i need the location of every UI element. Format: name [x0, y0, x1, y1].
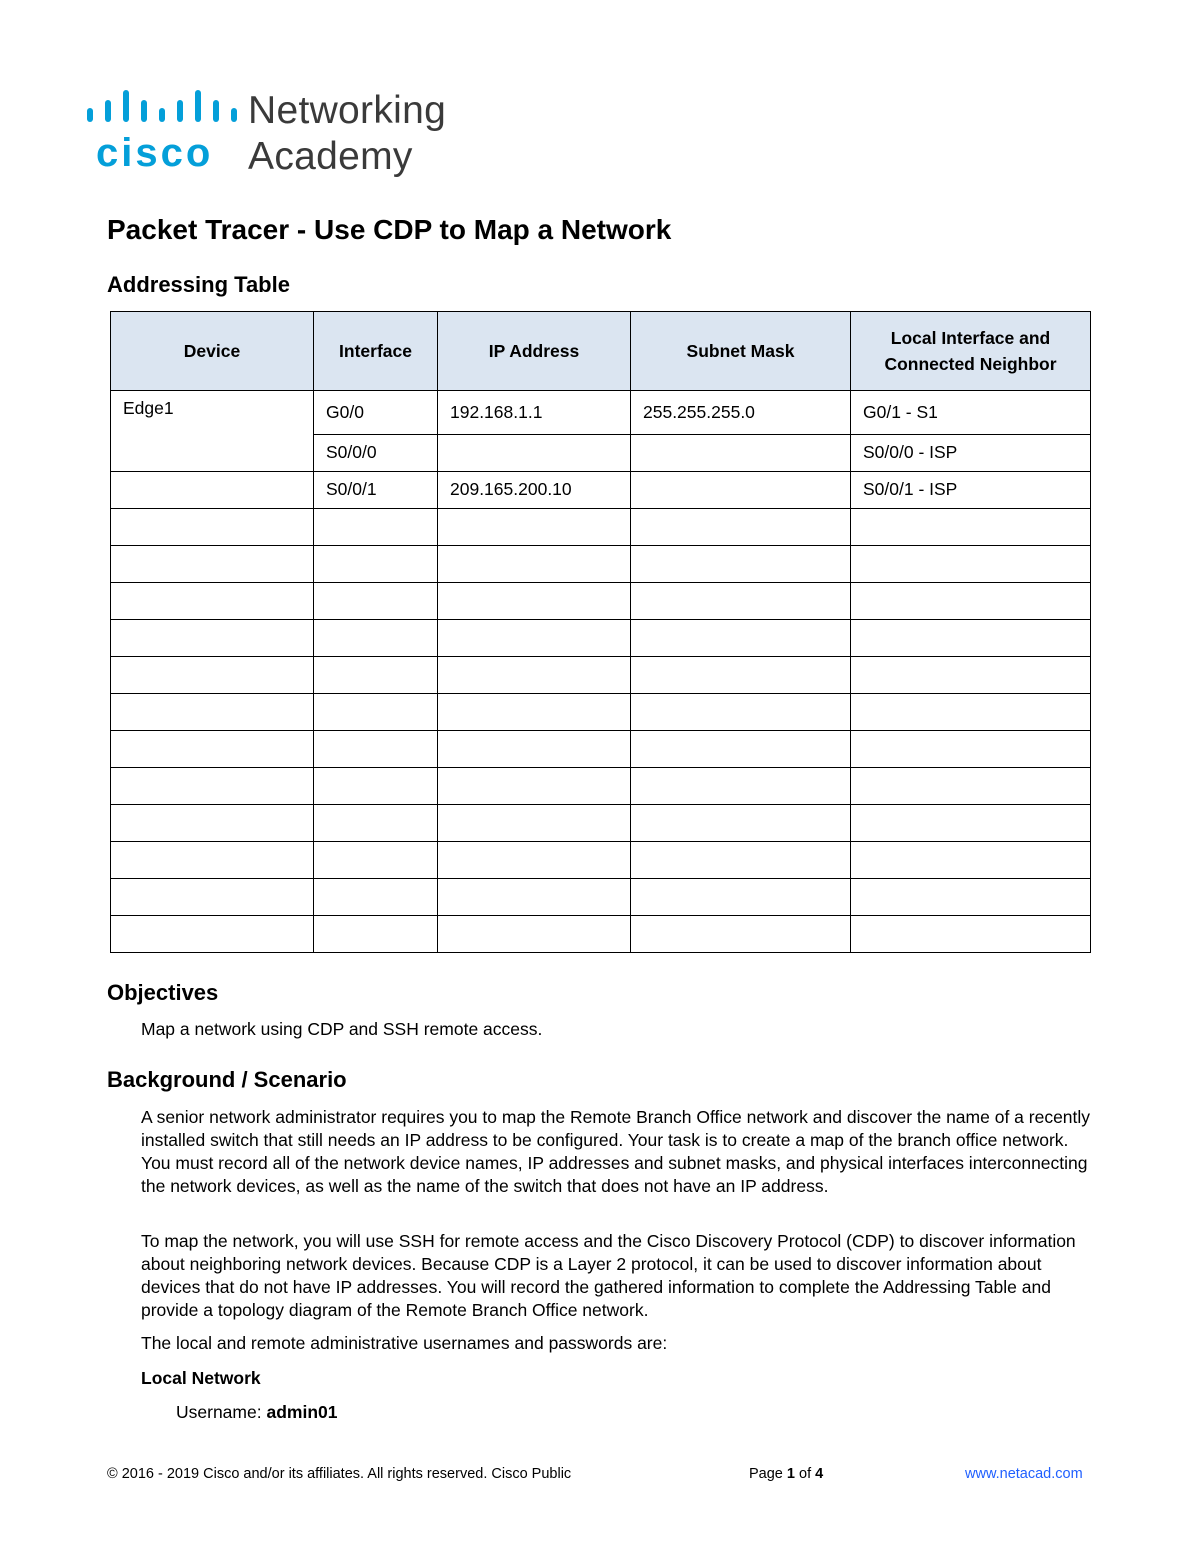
table-cell: 192.168.1.1 — [438, 391, 631, 435]
page-of: of — [799, 1466, 812, 1482]
table-cell-empty — [111, 545, 314, 582]
table-cell-empty — [314, 878, 438, 915]
addressing-table — [110, 311, 1091, 953]
table-row-empty — [111, 804, 1091, 841]
table-cell-empty — [438, 656, 631, 693]
table-cell-empty — [111, 841, 314, 878]
table-cell — [438, 434, 631, 471]
table-row-empty — [111, 656, 1091, 693]
column-header: Interface — [314, 312, 438, 391]
local-network-label: Local Network — [141, 1368, 261, 1388]
table-cell-empty — [111, 582, 314, 619]
table-cell: S0/0/0 - ISP — [851, 434, 1091, 471]
objectives-heading: Objectives — [107, 980, 219, 1005]
table-cell-empty — [851, 841, 1091, 878]
table-row-empty — [111, 878, 1091, 915]
table-row-empty — [111, 915, 1091, 952]
table-cell — [111, 471, 314, 508]
table-row-empty — [111, 693, 1091, 730]
username-line — [176, 1401, 776, 1424]
table-cell-empty — [111, 693, 314, 730]
cisco-networking-academy-logo — [84, 88, 474, 180]
table-cell-empty — [438, 730, 631, 767]
table-cell-empty — [438, 619, 631, 656]
page-total: 4 — [815, 1466, 824, 1482]
table-row-empty — [111, 730, 1091, 767]
table-row-empty — [111, 545, 1091, 582]
column-header: Subnet Mask — [631, 312, 851, 391]
table-cell-empty — [851, 693, 1091, 730]
table-cell-empty — [111, 619, 314, 656]
page-current: 1 — [786, 1466, 795, 1482]
table-cell-empty — [314, 545, 438, 582]
table-row-empty — [111, 767, 1091, 804]
table-cell — [111, 434, 314, 471]
table-cell-empty — [631, 804, 851, 841]
table-row — [111, 434, 1091, 471]
table-cell-empty — [438, 915, 631, 952]
table-cell-empty — [851, 730, 1091, 767]
column-header: Local Interface and Connected Neighbor — [851, 312, 1091, 391]
academy-wordmark — [248, 88, 446, 180]
table-cell-empty — [851, 582, 1091, 619]
table-cell-empty — [438, 841, 631, 878]
objectives-text: Map a network using CDP and SSH remote access. — [141, 1019, 543, 1039]
table-cell-empty — [314, 915, 438, 952]
table-cell-empty — [314, 508, 438, 545]
table-cell-empty — [631, 619, 851, 656]
column-header: IP Address — [438, 312, 631, 391]
background-paragraph-1: A senior network administrator requires you to map the Remote Branch Office network and discover the name of a recently installed switch that still needs an IP address to be configured. Your task is to create a map of the branch office network. You must record all of the network device names, IP addresses and subnet masks, and physical interfaces interconnecting the network devices, as well as the name of the switch that does not have an IP address. — [141, 1107, 1091, 1196]
table-cell-empty — [314, 656, 438, 693]
table-row-empty — [111, 841, 1091, 878]
table-cell-empty — [314, 841, 438, 878]
logo-line-academy: Academy — [248, 135, 413, 178]
table-cell-empty — [111, 878, 314, 915]
table-cell-empty — [438, 508, 631, 545]
table-cell: 209.165.200.10 — [438, 471, 631, 508]
table-cell-empty — [631, 508, 851, 545]
table-cell-empty — [111, 804, 314, 841]
logo-line-networking: Networking — [248, 89, 447, 132]
page-prefix: Page — [749, 1466, 783, 1482]
table-cell: S0/0/0 — [314, 434, 438, 471]
table-cell-empty — [314, 619, 438, 656]
cisco-logo-icon — [84, 88, 244, 180]
table-cell-empty — [631, 841, 851, 878]
table-header-row — [111, 312, 1091, 391]
table-cell-empty — [631, 878, 851, 915]
table-cell-empty — [314, 693, 438, 730]
table-cell-empty — [631, 545, 851, 582]
table-cell: Edge1 — [111, 391, 314, 435]
table-cell-empty — [111, 508, 314, 545]
table-cell-empty — [314, 767, 438, 804]
background-paragraph-2: To map the network, you will use SSH for remote access and the Cisco Discovery Protocol (CDP) to discover information about neighboring network devices. Because CDP is a Layer 2 protocol, it can be used to discover information about devices that do not have IP addresses. You will record the gathered information to complete the Addressing Table and provide a topology diagram of the Remote Branch Office network. — [141, 1231, 1076, 1320]
table-cell-empty — [851, 915, 1091, 952]
table-cell — [631, 434, 851, 471]
table-cell-empty — [631, 656, 851, 693]
table-cell-empty — [438, 767, 631, 804]
addressing-table-heading: Addressing Table — [107, 272, 290, 297]
background-heading: Background / Scenario — [107, 1067, 347, 1092]
table-cell — [631, 471, 851, 508]
table-cell-empty — [438, 545, 631, 582]
table-cell-empty — [438, 878, 631, 915]
table-cell: S0/0/1 — [314, 471, 438, 508]
table-cell-empty — [851, 656, 1091, 693]
table-cell-empty — [111, 767, 314, 804]
footer-website-link[interactable]: www.netacad.com — [965, 1466, 1083, 1482]
table-row — [111, 391, 1091, 435]
table-cell-empty — [438, 804, 631, 841]
table-cell-empty — [314, 582, 438, 619]
table-cell-empty — [851, 804, 1091, 841]
table-cell-empty — [314, 730, 438, 767]
cisco-wordmark: cisco — [96, 131, 214, 175]
table-row-empty — [111, 508, 1091, 545]
table-cell-empty — [314, 804, 438, 841]
table-cell-empty — [851, 508, 1091, 545]
username-value: admin01 — [266, 1402, 338, 1422]
footer-copyright: © 2016 - 2019 Cisco and/or its affiliates. All rights reserved. Cisco Public — [107, 1466, 572, 1482]
table-cell-empty — [438, 693, 631, 730]
table-cell-empty — [111, 656, 314, 693]
username-label: Username: — [176, 1402, 262, 1422]
table-row — [111, 471, 1091, 508]
document-title: Packet Tracer - Use CDP to Map a Network — [107, 214, 672, 245]
table-cell-empty — [631, 730, 851, 767]
table-cell: G0/1 - S1 — [851, 391, 1091, 435]
background-paragraph-3: The local and remote administrative usernames and passwords are: — [141, 1333, 668, 1353]
table-row-empty — [111, 582, 1091, 619]
table-cell-empty — [631, 767, 851, 804]
table-cell: S0/0/1 - ISP — [851, 471, 1091, 508]
column-header: Device — [111, 312, 314, 391]
table-cell-empty — [851, 767, 1091, 804]
footer-page-number — [749, 1465, 823, 1483]
table-cell-empty — [631, 915, 851, 952]
table-cell-empty — [631, 582, 851, 619]
table-cell-empty — [851, 545, 1091, 582]
table-cell-empty — [111, 915, 314, 952]
table-row-empty — [111, 619, 1091, 656]
table-cell-empty — [438, 582, 631, 619]
table-cell: 255.255.255.0 — [631, 391, 851, 435]
table-cell-empty — [111, 730, 314, 767]
table-cell: G0/0 — [314, 391, 438, 435]
table-cell-empty — [851, 619, 1091, 656]
table-cell-empty — [631, 693, 851, 730]
table-cell-empty — [851, 878, 1091, 915]
